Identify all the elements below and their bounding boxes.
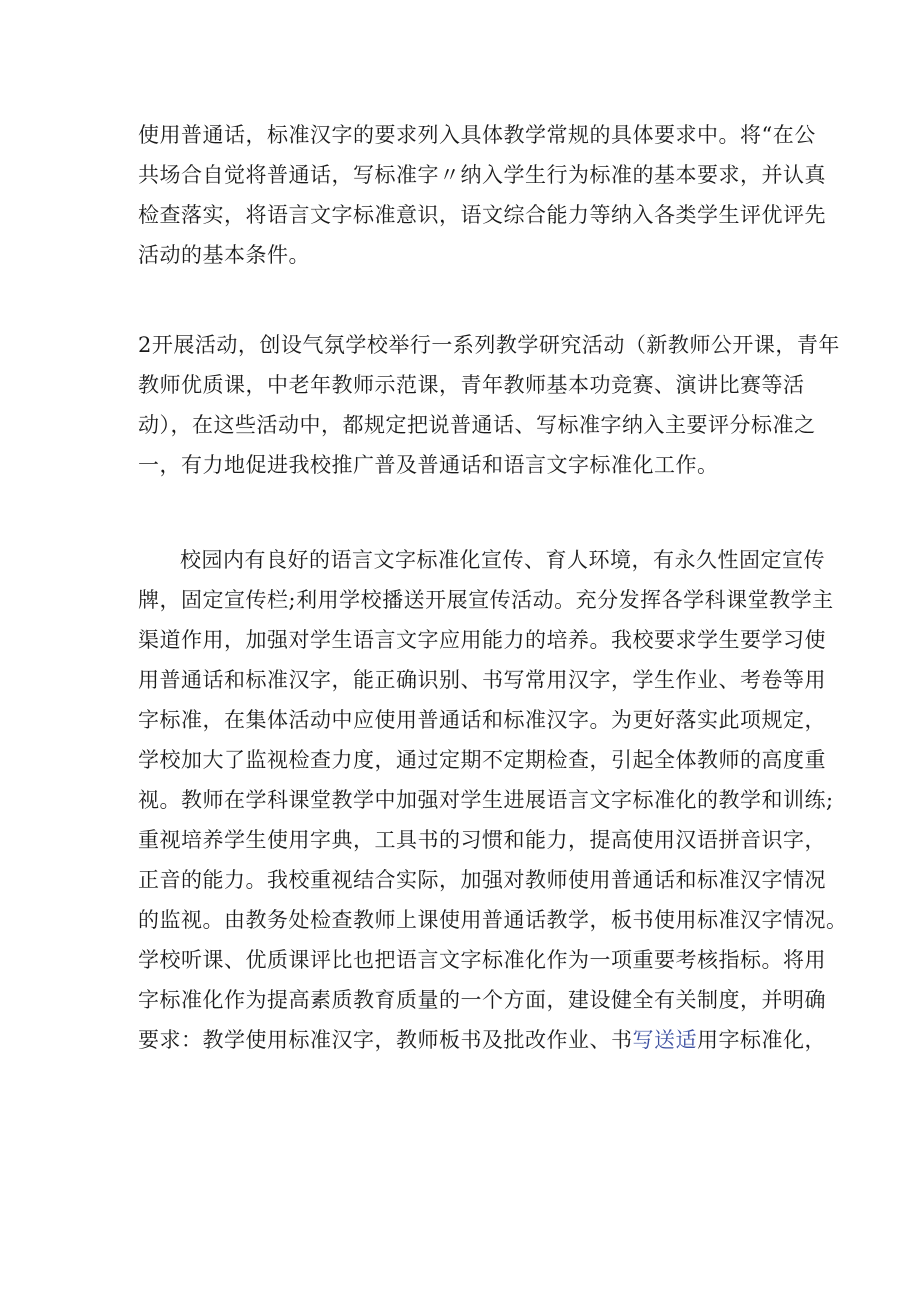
text-line: 正音的能力。我校重视结合实际，加强对教师使用普通话和标准汉字情况 [138, 868, 826, 892]
text-line: 2开展活动，创设气氛学校举行一系列教学研究活动（新教师公开课，青年 [138, 333, 840, 357]
text-line: 的监视。由教务处检查教师上课使用普通话教学，板书使用标准汉字情况。 [138, 908, 848, 932]
text-segment: 用字标准化， [697, 1028, 826, 1052]
text-line: 动），在这些活动中，都规定把说普通话、写标准字纳入主要评分标准之 [138, 413, 816, 437]
paragraph-1 [138, 115, 826, 275]
text-line: 一，有力地促进我校推广普及普通话和语言文字标准化工作。 [138, 453, 719, 477]
text-segment: 要求：教学使用标准汉字，教师板书及批改作业、书 [138, 1028, 633, 1052]
paragraph-3 [138, 540, 848, 1060]
text-line: 检查落实，将语言文字标准意识，语文综合能力等纳入各类学生评优评先 [138, 203, 826, 227]
text-line: 共场合自觉将普通话，写标准字〃纳入学生行为标准的基本要求，并认真 [138, 163, 826, 187]
text-line: 字标准化作为提高素质教育质量的一个方面，建设健全有关制度，并明确 [138, 988, 826, 1012]
text-line: 视。教师在学科课堂教学中加强对学生进展语言文字标准化的教学和训练; [138, 788, 834, 812]
text-line: 学校听课、优质课评比也把语言文字标准化作为一项重要考核指标。将用 [138, 948, 826, 972]
text-line-last [138, 1020, 826, 1060]
paragraph-2 [138, 325, 840, 485]
text-line: 校园内有良好的语言文字标准化宣传、育人环境，有永久性固定宣传 [180, 548, 825, 572]
text-line: 渠道作用，加强对学生语言文字应用能力的培养。我校要求学生要学习使 [138, 628, 826, 652]
text-line: 重视培养学生使用字典，工具书的习惯和能力，提高使用汉语拼音识字， [138, 828, 826, 852]
text-line: 牌，固定宣传栏;利用学校播送开展宣传活动。充分发挥各学科课堂教学主 [138, 588, 834, 612]
text-line: 字标准，在集体活动中应使用普通话和标准汉字。为更好落实此项规定， [138, 708, 826, 732]
text-line: 学校加大了监视检查力度，通过定期不定期检查，引起全体教师的高度重 [138, 748, 826, 772]
text-line: 用普通话和标准汉字，能正确识别、书写常用汉字，学生作业、考卷等用 [138, 668, 826, 692]
inline-link[interactable]: 写送适 [632, 1028, 697, 1052]
text-line: 活动的基本条件。 [138, 243, 310, 267]
text-line: 教师优质课，中老年教师示范课，青年教师基本功竞赛、演讲比赛等活 [138, 373, 805, 397]
text-line: 使用普通话，标准汉字的要求列入具体教学常规的具体要求中。将“在公 [138, 123, 816, 147]
